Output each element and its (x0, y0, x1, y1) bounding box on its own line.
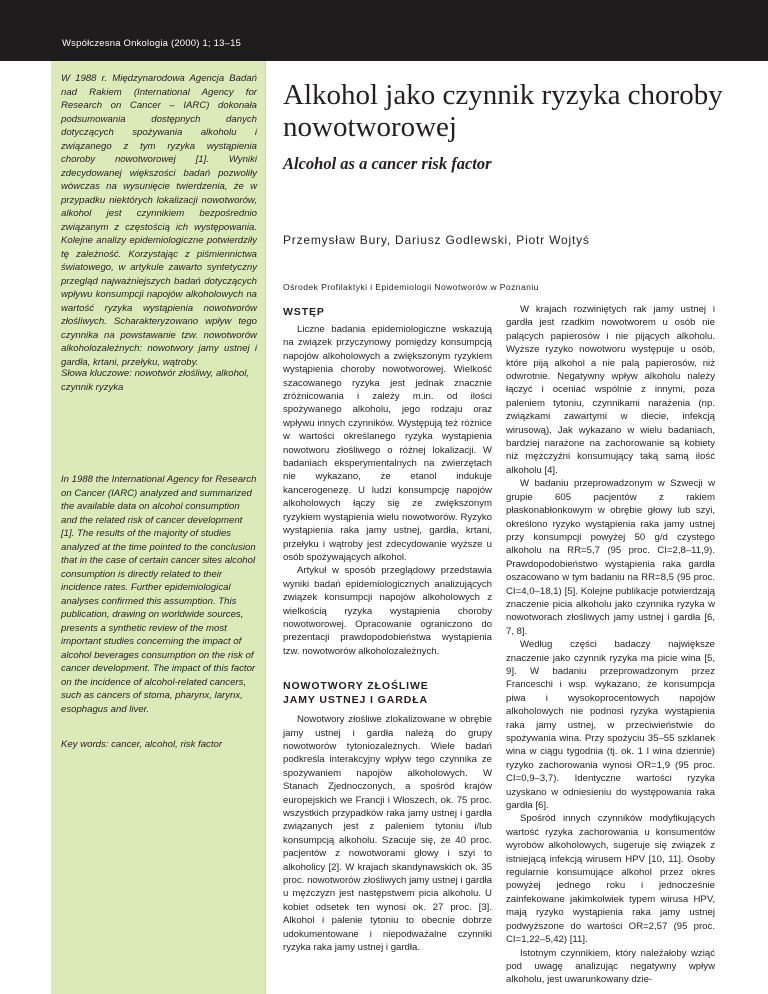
keywords-polish-text: Słowa kluczowe: nowotwór złośliwy, alkohol, czynnik ryzyka (61, 368, 250, 393)
paragraph: W badaniu przeprowadzonym w Szwecji w grupie 605 pacjentów z rakiem płaskonabłonkowym w obrębie głowy lub szyi, określono ryzyko wystąpienia raka jamy ustnej przy konsumpcji powyżej 50 g/d czystego alkoholu na RR=5,7 (95 proc. CI=2,8–11,9). Prawdopodobieństwo wystąpienia raka gardła oszacowano w tym badaniu na RR=8,5 (95 proc. CI=4,0–18,1) [5]. Kolejne publikacje potwierdzają znaczenie picia alkoholu jako czynnika ryzyka w nowotworach złośliwych jamy ustnej i gardła [6, 7, 8]. (506, 478, 715, 637)
body-column-left (283, 303, 492, 954)
abstract-polish-text: W 1988 r. Międzynarodowa Agencja Badań nad Rakiem (International Agency for Research on Cancer – IARC) dokonała podsumowania dostępnych danych dotyczących spożywania alkoholu i związanego z tym ryzyka wystąpienia choroby nowotworowej [1]. Wyniki zdecydowanej większości badań pozwoliły wówczas na wysunięcie twierdzenia, że w przypadku niektórych lokalizacji nowotworów, alkohol jest czynnikiem bezpośrednio związanym z częstością ich występowania. Kolejne analizy epidemiologiczne potwierdziły tę zależność. Korzystając z piśmiennictwa światowego, w artykule zawarto syntetyczny przegląd najważniejszych badań dotyczących wpływu konsumpcji napojów alkoholowych na wartość ryzyka wystąpienia nowotworów złośliwych. Scharakteryzowano wpływ tego czynnika na powstawanie tzw. nowotworów alkoholozależnych: nowotwory jamy ustnej i gardła, krtani, przełyku, wątroby. (61, 73, 257, 368)
article-title: Alkohol jako czynnik ryzyka choroby nowotworowej (283, 79, 723, 143)
paragraph: Spośród innych czynników modyfikujących wartość ryzyka zachorowania u konsumentów wyrobów alkoholowych, sugeruje się związek z istniejącą infekcją wirusem HPV [10, 11]. Osoby regularnie konsumujące alkohol przez okres powyżej jednego roku i jednocześnie zainfekowane jakimkolwiek typem wirusa HPV, mają ryzyko wystąpienia raka jamy ustnej podwyższone do wartości OR=2,57 (95 proc. CI=1,22–5,42) [11]. (506, 813, 715, 946)
keywords-english (61, 738, 257, 752)
article-affiliation: Ośrodek Profilaktyki i Epidemiologii Nowotworów w Poznaniu (283, 282, 539, 292)
paragraph: W krajach rozwiniętych rak jamy ustnej i gardła jest rzadkim nowotworem u osób nie palących papierosów i nie pijących alkoholu. Wyższe ryzyko nowotworu występuje u osób, które piją alkohol a nie palą papierosów, niż odwrotnie. Negatywny wpływ alkoholu należy łączyć i oceniać wspólnie z innymi, poza paleniem tytoniu, czynnikami narażenia (np. związkami zawartymi w diecie, infekcją wirusową). Jak wykazano w wielu badaniach, bardziej narażone na zachorowanie są kobiety niż mężczyźni konsumujący taką samą ilość alkoholu [4]. (506, 304, 715, 476)
journal-header-bar (0, 0, 768, 61)
section-heading-oral-cancer (283, 679, 492, 707)
section-heading-line: JAMY USTNEJ I GARDŁA (283, 694, 428, 707)
keywords-polish (61, 367, 257, 394)
section-heading-intro: WSTĘP (283, 306, 325, 318)
paragraph: Liczne badania epidemiologiczne wskazują na związek przyczynowy pomiędzy konsumpcją napojów alkoholowych a zwiększonym ryzykiem wystąpienia choroby nowotworowej. Wielkość szacowanego ryzyka jest jednak znacznie zróżnicowania i zależy m.in. od ilości spożywanego alkoholu, jego rodzaju oraz wpływu innych czynników. Występują też różnice w wartości określanego ryzyka wystąpienia nowotworu złośliwego o różnej lokalizacji. W badaniach eksperymentalnych na zwierzętach nie wykazano, że etanol indukuje kancerogenezę. U ludzi konsumpcję napojów alkoholowych łączy się ze zwiększonym ryzykiem wystąpienia wielu nowotworów. Ryzyko wystąpienia raka jamy ustnej, gardła, krtani, przełyku i wątroby jest zdecydowanie wyższe u osób spożywających alkohol. (283, 324, 492, 563)
paragraph: Istotnym czynnikiem, który należałoby wziąć pod uwagę analizując negatywny wpływ alkoholu, jest uwarunkowany dzie- (506, 947, 715, 986)
abstract-polish (61, 72, 257, 369)
article-title-english: Alcohol as a cancer risk factor (283, 154, 492, 173)
keywords-english-text: Key words: cancer, alcohol, risk factor (61, 739, 223, 750)
article-authors: Przemysław Bury, Dariusz Godlewski, Piotr Wojtyś (283, 233, 590, 247)
paragraph: Według części badaczy największe znaczenie jako czynnik ryzyka ma picie wina [5, 9]. W badaniu przeprowadzonym przez Franceschi i wsp. wykazano, że konsumpcja piwa i wysokoprocentowych napojów alkoholowych nie podnosi ryzyka wystąpienia raka jamy ustnej, w przeciwieństwie do spożywania wina. Przy spożyciu 35–55 szklanek wina w ciągu tygodnia (tj. ok. 1 l wina dziennie) ryzyko zachorowania wynosi OR=1,9 (95 proc. CI=0,9–3,7). Identyczne wartości ryzyka uzyskano w odniesieniu do występowania raka gardła [6]. (506, 639, 715, 812)
paragraph: Artykuł w sposób przeglądowy przedstawia wyniki badań epidemiologicznych analizujących związek konsumpcji napojów alkoholowych z wielkością ryzyka wystąpienia choroby nowotworowej. Opracowanie ograniczono do prezentacji prawdopodobieństwa wystąpienia tzw. nowotworów alkoholozależnych. (283, 565, 492, 657)
abstract-english (61, 473, 257, 716)
section-heading-line: NOWOTWORY ZŁOŚLIWE (283, 680, 429, 693)
paragraph: Nowotwory złośliwe zlokalizowane w obrębie jamy ustnej i gardła należą do grupy nowotworów tytoniozależnych. Wiele badań podkreśla interakcyjny wpływ tego czynnika ze spożywaniem napojów alkoholowych. W Stanach Zjednoczonych, a spośród krajów europejskich we Francji i Włoszech, ok. 75 proc. wszystkich przypadków raka jamy ustnej i gardła związanych jest z paleniem tytoniu i/lub konsumpcją alkoholu. Szacuje się, że 40 proc. pacjentów z nowotworami głowy i szyi to alkoholicy [2]. W krajach skandynawskich ok. 35 proc. nowotworów złośliwych jamy ustnej i gardła u mężczyzn jest następstwem picia alkoholu. U kobiet odsetek ten wynosi ok. 27 proc. [3]. Alkohol i palenie tytoniu to obecnie dobrze udokumentowane i niepodważalne czynniki ryzyka raka jamy ustnej i gardła. (283, 714, 492, 954)
abstract-english-text: In 1988 the International Agency for Research on Cancer (IARC) analyzed and summarized the available data on alcohol consumption and the related risk of cancer development [1]. The results of the majority of studies analyzed at the time pointed to the conclusion that in the case of certain cancer sites alcohol consumption is directly related to their incidence rates. Further epidemiological analyses confirmed this assumption. This publication, drawing on worldwide sources, presents a synthetic review of the most important studies concerning the impact of alcohol beverages consumption on the risk of cancer development. The impact of this factor on the incidence of alcohol-related cancers, such as cancers of stoma, pharynx, larynx, esophagus and liver. (61, 474, 257, 715)
journal-citation: Współczesna Onkologia (2000) 1; 13–15 (62, 38, 242, 49)
body-column-right (506, 303, 715, 987)
